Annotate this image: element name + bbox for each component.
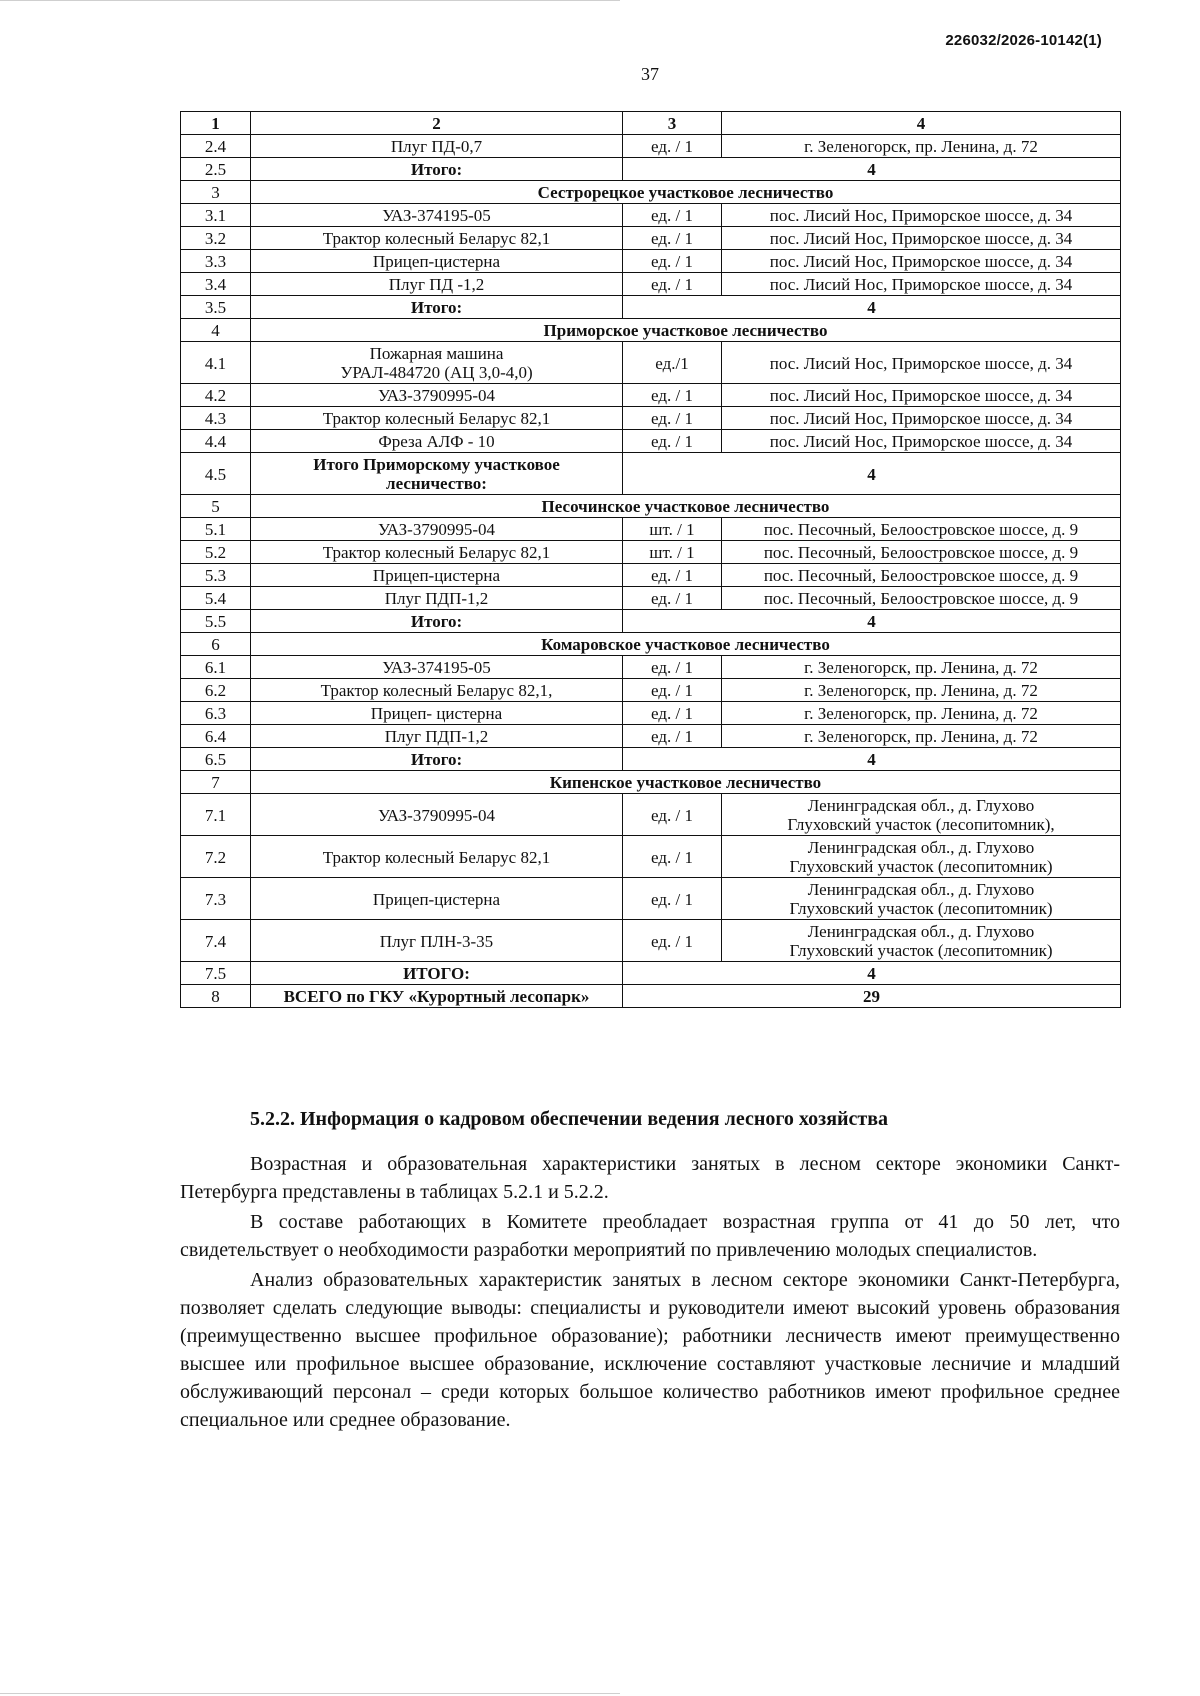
- unit-cell: ед./1: [623, 342, 722, 384]
- unit-cell: ед. / 1: [623, 204, 722, 227]
- total-row: [181, 748, 1121, 771]
- row-number-cell: 8: [181, 985, 251, 1008]
- table-row: [181, 679, 1121, 702]
- row-number-cell: 5.3: [181, 564, 251, 587]
- equipment-name-cell: Плуг ПДП-1,2: [251, 725, 623, 748]
- location-cell: Ленинградская обл., д. Глухово Глуховский участок (лесопитомник),: [722, 794, 1121, 836]
- row-number-cell: 5: [181, 495, 251, 518]
- unit-cell: ед. / 1: [623, 878, 722, 920]
- paragraph: Возрастная и образовательная характеристики занятых в лесном секторе экономики Санкт-Петербурга представлены в таблицах 5.2.1 и 5.2.2.: [180, 1153, 1120, 1203]
- location-cell: пос. Лисий Нос, Приморское шоссе, д. 34: [722, 227, 1121, 250]
- total-value-cell: 4: [623, 610, 1121, 633]
- equipment-name-cell: Пожарная машина УРАЛ-484720 (АЦ 3,0-4,0): [251, 342, 623, 384]
- table-row: [181, 878, 1121, 920]
- location-cell: г. Зеленогорск, пр. Ленина, д. 72: [722, 702, 1121, 725]
- header-cell: 4: [722, 112, 1121, 135]
- row-number-cell: 6.1: [181, 656, 251, 679]
- equipment-name-cell: УАЗ-3790995-04: [251, 518, 623, 541]
- section-title-cell: Кипенское участковое лесничество: [251, 771, 1121, 794]
- row-number-cell: 5.2: [181, 541, 251, 564]
- section-row: [181, 495, 1121, 518]
- row-number-cell: 3.3: [181, 250, 251, 273]
- equipment-name-cell: УАЗ-374195-05: [251, 204, 623, 227]
- row-number-cell: 6.5: [181, 748, 251, 771]
- equipment-table-body: [181, 112, 1121, 1008]
- total-label-cell: Итого:: [251, 610, 623, 633]
- location-cell: Ленинградская обл., д. Глухово Глуховский участок (лесопитомник): [722, 836, 1121, 878]
- equipment-name-cell: УАЗ-3790995-04: [251, 384, 623, 407]
- unit-cell: ед. / 1: [623, 407, 722, 430]
- row-number-cell: 4.3: [181, 407, 251, 430]
- equipment-name-cell: Трактор колесный Беларус 82,1,: [251, 679, 623, 702]
- location-cell: пос. Лисий Нос, Приморское шоссе, д. 34: [722, 430, 1121, 453]
- equipment-table: [180, 111, 1121, 1008]
- paragraph: Анализ образовательных характеристик занятых в лесном секторе экономики Санкт-Петербурга, позволяет сделать следующие выводы: специалисты и руководители имеют высокий уровень образования (преимущественно высшее профильное образование); работники лесничеств имеют преимущественно высшее или профильное высшее образование, исключение составляют участковые лесничие и младший обслуживающий персонал – среди которых большое количество работников имеют профильное среднее специальное или среднее образование.: [180, 1269, 1120, 1431]
- equipment-name-cell: Трактор колесный Беларус 82,1: [251, 227, 623, 250]
- table-row: [181, 250, 1121, 273]
- location-cell: г. Зеленогорск, пр. Ленина, д. 72: [722, 725, 1121, 748]
- location-cell: пос. Лисий Нос, Приморское шоссе, д. 34: [722, 204, 1121, 227]
- section-title-cell: Сестрорецкое участковое лесничество: [251, 181, 1121, 204]
- location-cell: пос. Лисий Нос, Приморское шоссе, д. 34: [722, 407, 1121, 430]
- unit-cell: ед. / 1: [623, 679, 722, 702]
- unit-cell: ед. / 1: [623, 135, 722, 158]
- total-label-cell: ВСЕГО по ГКУ «Курортный лесопарк»: [251, 985, 623, 1008]
- row-number-cell: 6.3: [181, 702, 251, 725]
- row-number-cell: 3.2: [181, 227, 251, 250]
- unit-cell: ед. / 1: [623, 430, 722, 453]
- table-row: [181, 227, 1121, 250]
- location-cell: пос. Песочный, Белоостровское шоссе, д. 9: [722, 518, 1121, 541]
- section-title-cell: Приморское участковое лесничество: [251, 319, 1121, 342]
- total-label-cell: Итого:: [251, 158, 623, 181]
- total-value-cell: 4: [623, 296, 1121, 319]
- unit-cell: шт. / 1: [623, 518, 722, 541]
- table-row: [181, 656, 1121, 679]
- location-cell: г. Зеленогорск, пр. Ленина, д. 72: [722, 656, 1121, 679]
- equipment-name-cell: Плуг ПД -1,2: [251, 273, 623, 296]
- location-cell: г. Зеленогорск, пр. Ленина, д. 72: [722, 135, 1121, 158]
- total-row: [181, 610, 1121, 633]
- table-row: [181, 794, 1121, 836]
- row-number-cell: 4.5: [181, 453, 251, 495]
- paragraph: В составе работающих в Комитете преобладает возрастная группа от 41 до 50 лет, что свидетельствует о необходимости разработки мероприятий по привлечению молодых специалистов.: [180, 1211, 1120, 1261]
- unit-cell: ед. / 1: [623, 920, 722, 962]
- table-row: [181, 407, 1121, 430]
- unit-cell: ед. / 1: [623, 587, 722, 610]
- equipment-name-cell: Прицеп-цистерна: [251, 564, 623, 587]
- location-cell: пос. Лисий Нос, Приморское шоссе, д. 34: [722, 384, 1121, 407]
- location-cell: пос. Песочный, Белоостровское шоссе, д. 9: [722, 564, 1121, 587]
- location-cell: Ленинградская обл., д. Глухово Глуховский участок (лесопитомник): [722, 920, 1121, 962]
- table-row: [181, 430, 1121, 453]
- row-number-cell: 4.4: [181, 430, 251, 453]
- table-row: [181, 920, 1121, 962]
- row-number-cell: 5.5: [181, 610, 251, 633]
- table-row: [181, 384, 1121, 407]
- body-text: [180, 1150, 1120, 1436]
- row-number-cell: 7.1: [181, 794, 251, 836]
- header-cell: 2: [251, 112, 623, 135]
- table-row: [181, 342, 1121, 384]
- total-row: [181, 985, 1121, 1008]
- table-row: [181, 273, 1121, 296]
- row-number-cell: 7: [181, 771, 251, 794]
- equipment-name-cell: Фреза АЛФ - 10: [251, 430, 623, 453]
- equipment-name-cell: Плуг ПЛН-3-35: [251, 920, 623, 962]
- section-row: [181, 319, 1121, 342]
- scan-edge-top: [0, 0, 620, 1]
- row-number-cell: 5.1: [181, 518, 251, 541]
- equipment-name-cell: Плуг ПД-0,7: [251, 135, 623, 158]
- total-value-cell: 4: [623, 962, 1121, 985]
- unit-cell: ед. / 1: [623, 564, 722, 587]
- total-row: [181, 158, 1121, 181]
- location-cell: пос. Лисий Нос, Приморское шоссе, д. 34: [722, 273, 1121, 296]
- row-number-cell: 7.4: [181, 920, 251, 962]
- row-number-cell: 3.4: [181, 273, 251, 296]
- unit-cell: шт. / 1: [623, 541, 722, 564]
- equipment-name-cell: Прицеп-цистерна: [251, 878, 623, 920]
- total-row: [181, 962, 1121, 985]
- table-header-row: [181, 112, 1121, 135]
- row-number-cell: 3.1: [181, 204, 251, 227]
- unit-cell: ед. / 1: [623, 250, 722, 273]
- table-row: [181, 541, 1121, 564]
- header-cell: 3: [623, 112, 722, 135]
- total-value-cell: 4: [623, 453, 1121, 495]
- table-row: [181, 204, 1121, 227]
- row-number-cell: 6: [181, 633, 251, 656]
- total-value-cell: 4: [623, 748, 1121, 771]
- location-cell: пос. Лисий Нос, Приморское шоссе, д. 34: [722, 250, 1121, 273]
- total-label-cell: Итого Приморскому участковое лесничество:: [251, 453, 623, 495]
- table-row: [181, 587, 1121, 610]
- section-row: [181, 633, 1121, 656]
- header-cell: 1: [181, 112, 251, 135]
- equipment-name-cell: Трактор колесный Беларус 82,1: [251, 407, 623, 430]
- total-row: [181, 453, 1121, 495]
- total-value-cell: 29: [623, 985, 1121, 1008]
- total-label-cell: Итого:: [251, 296, 623, 319]
- row-number-cell: 4.2: [181, 384, 251, 407]
- location-cell: пос. Песочный, Белоостровское шоссе, д. 9: [722, 541, 1121, 564]
- section-title-cell: Песочинское участковое лесничество: [251, 495, 1121, 518]
- row-number-cell: 6.2: [181, 679, 251, 702]
- row-number-cell: 7.5: [181, 962, 251, 985]
- row-number-cell: 5.4: [181, 587, 251, 610]
- table-row: [181, 725, 1121, 748]
- equipment-name-cell: Прицеп- цистерна: [251, 702, 623, 725]
- document-id: 226032/2026-10142(1): [945, 32, 1102, 49]
- location-cell: пос. Песочный, Белоостровское шоссе, д. 9: [722, 587, 1121, 610]
- row-number-cell: 7.2: [181, 836, 251, 878]
- scan-edge-bottom: [0, 1693, 620, 1694]
- table-row: [181, 135, 1121, 158]
- unit-cell: ед. / 1: [623, 836, 722, 878]
- equipment-name-cell: Трактор колесный Беларус 82,1: [251, 836, 623, 878]
- total-label-cell: Итого:: [251, 748, 623, 771]
- row-number-cell: 2.5: [181, 158, 251, 181]
- row-number-cell: 3: [181, 181, 251, 204]
- table-row: [181, 518, 1121, 541]
- unit-cell: ед. / 1: [623, 384, 722, 407]
- unit-cell: ед. / 1: [623, 702, 722, 725]
- total-label-cell: ИТОГО:: [251, 962, 623, 985]
- row-number-cell: 3.5: [181, 296, 251, 319]
- unit-cell: ед. / 1: [623, 273, 722, 296]
- table-row: [181, 702, 1121, 725]
- total-row: [181, 296, 1121, 319]
- unit-cell: ед. / 1: [623, 227, 722, 250]
- equipment-name-cell: УАЗ-3790995-04: [251, 794, 623, 836]
- row-number-cell: 4: [181, 319, 251, 342]
- equipment-name-cell: Прицеп-цистерна: [251, 250, 623, 273]
- page-number: 37: [641, 64, 659, 84]
- location-cell: пос. Лисий Нос, Приморское шоссе, д. 34: [722, 342, 1121, 384]
- section-row: [181, 181, 1121, 204]
- table-row: [181, 564, 1121, 587]
- unit-cell: ед. / 1: [623, 656, 722, 679]
- unit-cell: ед. / 1: [623, 725, 722, 748]
- row-number-cell: 7.3: [181, 878, 251, 920]
- section-title-cell: Комаровское участковое лесничество: [251, 633, 1121, 656]
- row-number-cell: 4.1: [181, 342, 251, 384]
- equipment-name-cell: Трактор колесный Беларус 82,1: [251, 541, 623, 564]
- location-cell: г. Зеленогорск, пр. Ленина, д. 72: [722, 679, 1121, 702]
- equipment-name-cell: УАЗ-374195-05: [251, 656, 623, 679]
- unit-cell: ед. / 1: [623, 794, 722, 836]
- table-row: [181, 836, 1121, 878]
- location-cell: Ленинградская обл., д. Глухово Глуховский участок (лесопитомник): [722, 878, 1121, 920]
- section-row: [181, 771, 1121, 794]
- row-number-cell: 2.4: [181, 135, 251, 158]
- total-value-cell: 4: [623, 158, 1121, 181]
- row-number-cell: 6.4: [181, 725, 251, 748]
- section-heading: 5.2.2. Информация о кадровом обеспечении ведения лесного хозяйства: [250, 1108, 889, 1130]
- equipment-name-cell: Плуг ПДП-1,2: [251, 587, 623, 610]
